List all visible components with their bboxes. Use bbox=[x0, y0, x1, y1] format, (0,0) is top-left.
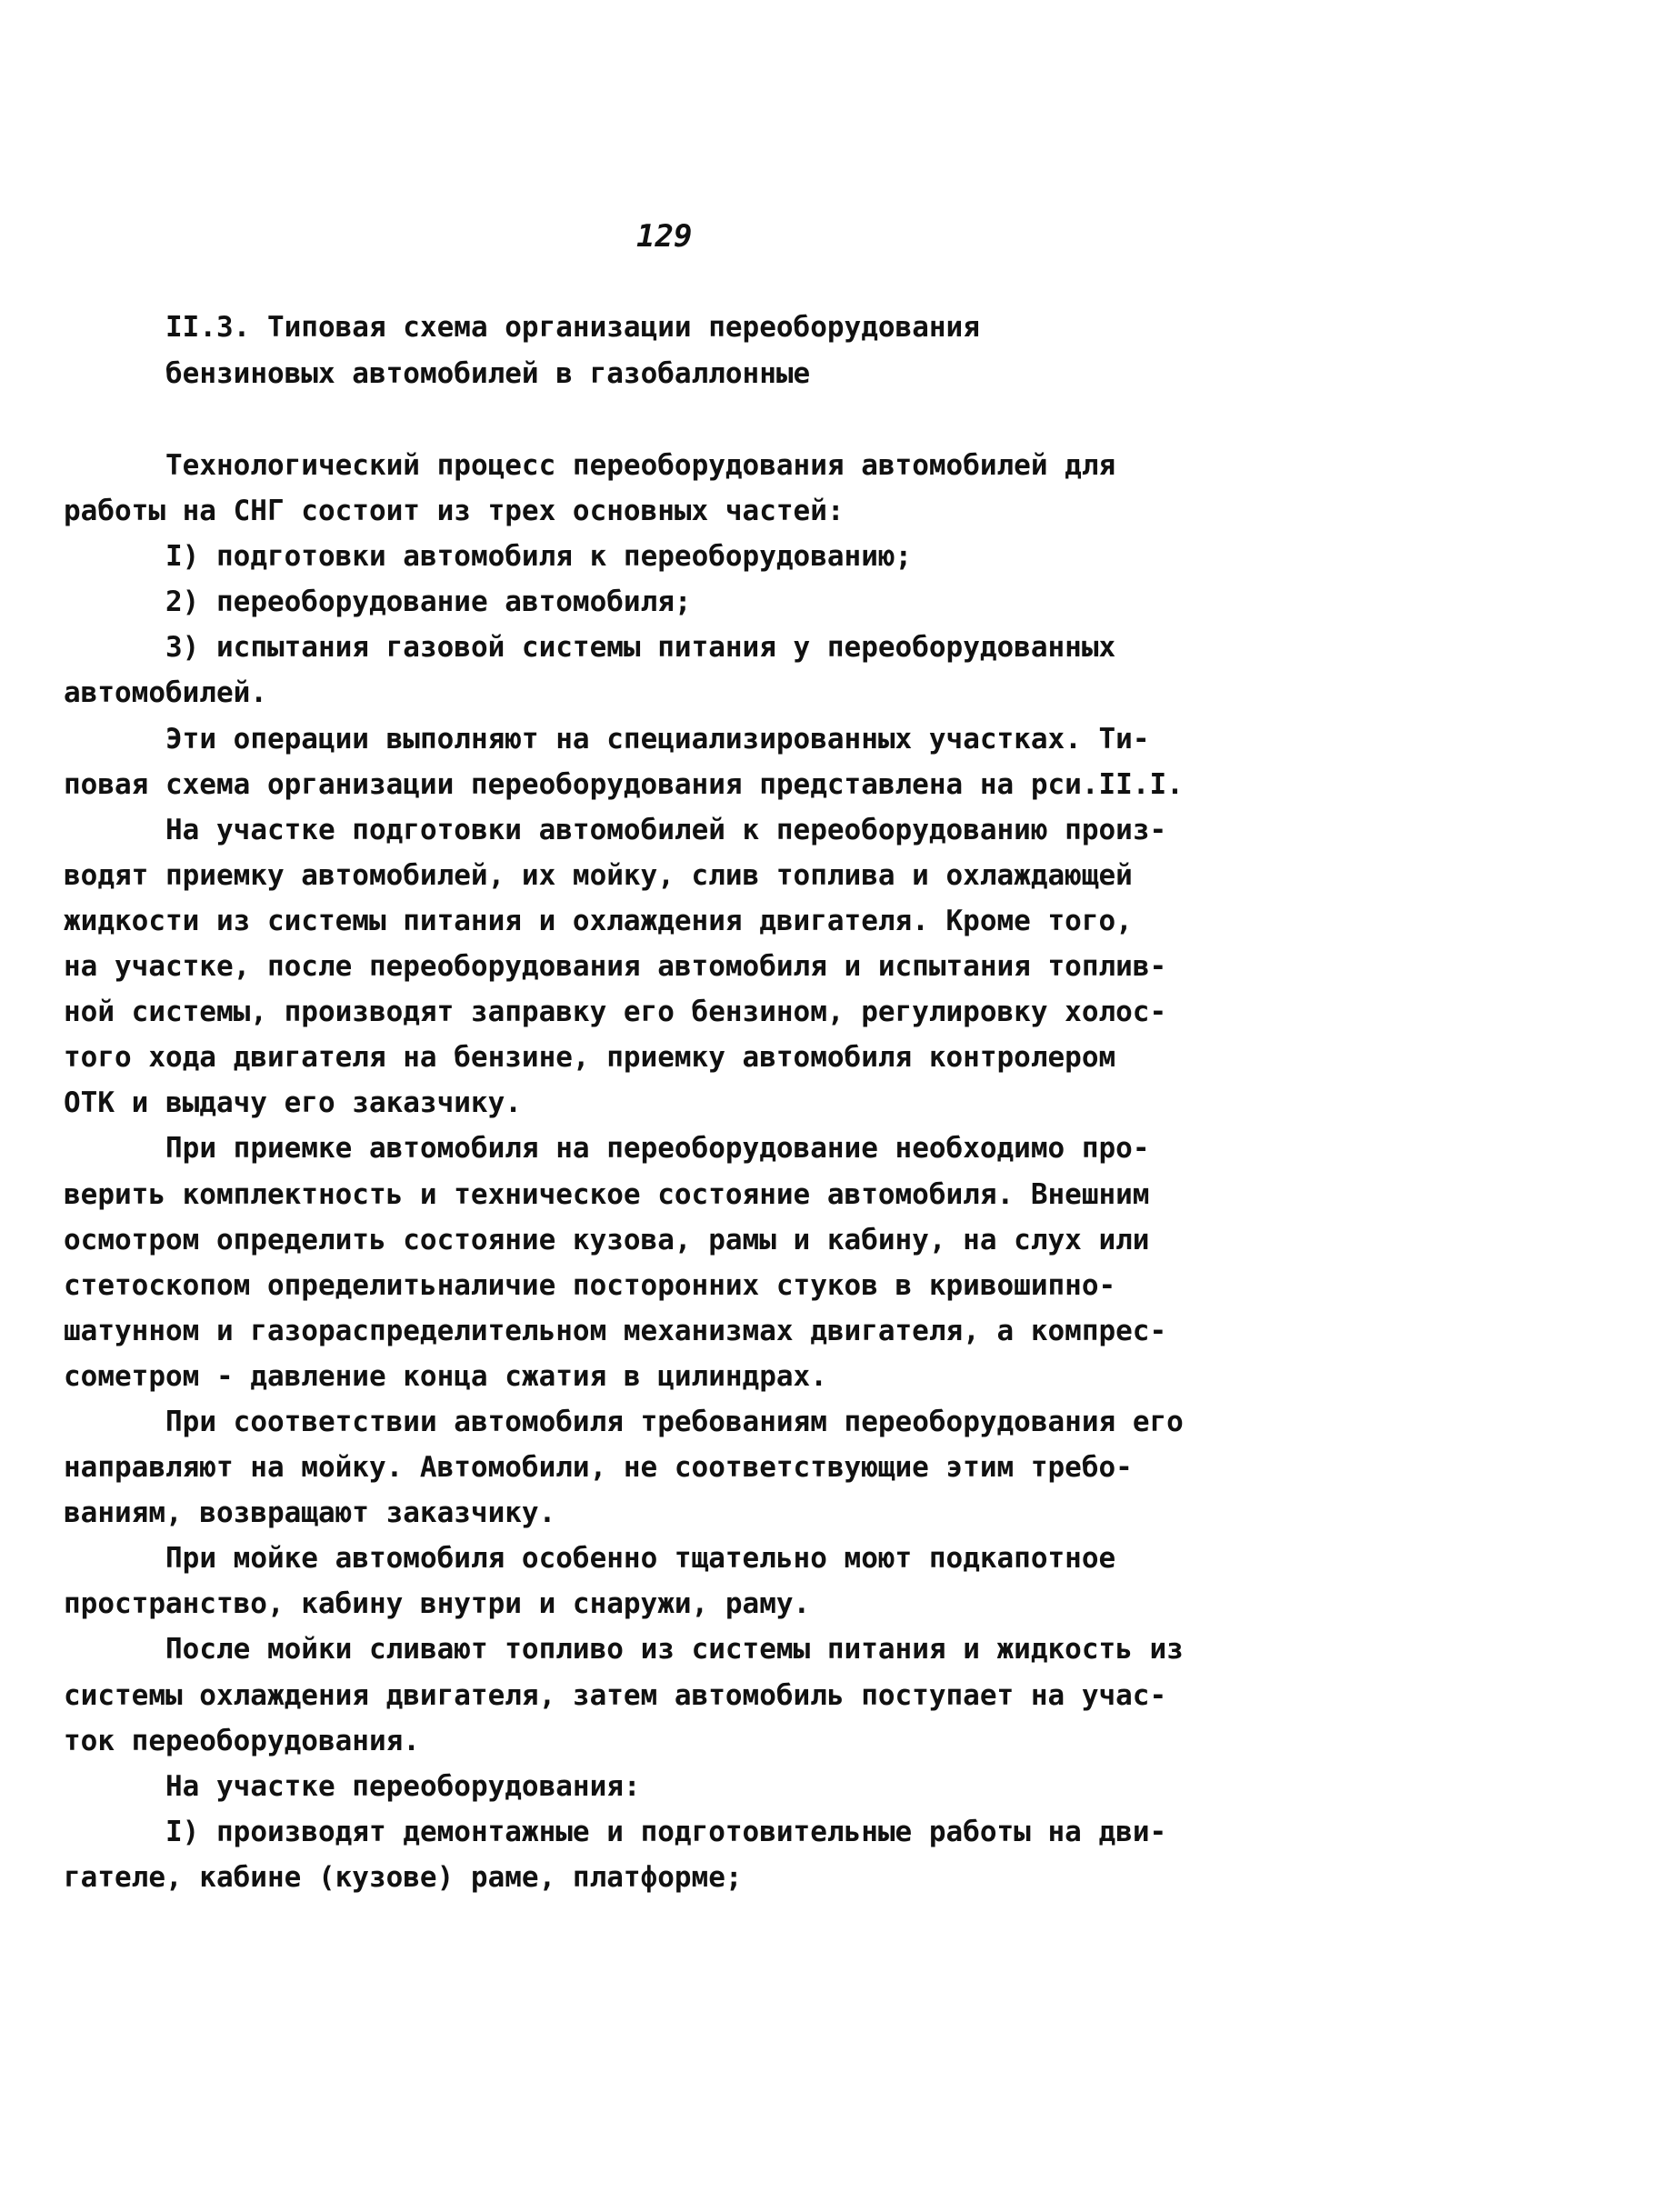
text-line: ваниям, возвращают заказчику. bbox=[64, 1496, 556, 1530]
list-item: 2) переоборудование автомобиля; bbox=[165, 586, 692, 619]
section-heading bbox=[165, 305, 1347, 397]
text-line: верить комплектность и техническое состояние автомобиля. Внешним bbox=[64, 1177, 1150, 1211]
list-item: I) подготовки автомобиля к переоборудованию; bbox=[165, 540, 913, 574]
text-line: системы охлаждения двигателя, затем автомобиль поступает на учас- bbox=[64, 1678, 1167, 1712]
text-line: ток переоборудования. bbox=[64, 1724, 420, 1757]
list-item: I) производят демонтажные и подготовительные работы на дви- bbox=[165, 1815, 1167, 1848]
text-line: Эти операции выполняют на специализированных участках. Ти- bbox=[165, 722, 1150, 756]
text-line: После мойки сливают топливо из системы питания и жидкость из bbox=[165, 1633, 1184, 1667]
text-line: На участке переоборудования: bbox=[165, 1769, 641, 1803]
text-line: гателе, кабине (кузове) раме, платформе; bbox=[64, 1860, 743, 1894]
text-line: жидкости из системы питания и охлаждения двигателя. Кроме того, bbox=[64, 904, 1133, 937]
text-line: стетоскопом определитьналичие посторонних стуков в кривошипно- bbox=[64, 1268, 1116, 1302]
body-text bbox=[64, 443, 1627, 1900]
heading-line: бензиновых автомобилей в газобаллонные bbox=[165, 357, 811, 390]
text-line: На участке подготовки автомобилей к переоборудованию произ- bbox=[165, 813, 1167, 846]
text-line: пространство, кабину внутри и снаружи, раму. bbox=[64, 1587, 811, 1621]
text-line: работы на СНГ состоит из трех основных частей: bbox=[64, 495, 845, 528]
text-line: на участке, после переоборудования автомобиля и испытания топлив- bbox=[64, 950, 1167, 984]
text-line: автомобилей. bbox=[64, 676, 267, 710]
page-number: 129 bbox=[636, 218, 693, 255]
text-line: шатунном и газораспределительном механизмах двигателя, а компрес- bbox=[64, 1314, 1167, 1347]
text-line: направляют на мойку. Автомобили, не соответствующие этим требо- bbox=[64, 1451, 1133, 1485]
text-line: ОТК и выдачу его заказчику. bbox=[64, 1086, 522, 1120]
text-line: При приемке автомобиля на переоборудование необходимо про- bbox=[165, 1132, 1150, 1166]
text-line: При соответствии автомобиля требованиям переоборудования его bbox=[165, 1405, 1184, 1438]
text-line: сометром - давление конца сжатия в цилиндрах. bbox=[64, 1359, 827, 1393]
text-line: повая схема организации переоборудования представлена на рси.II.I. bbox=[64, 767, 1184, 801]
list-item: 3) испытания газовой системы питания у переоборудованных bbox=[165, 631, 1116, 665]
heading-line: II.3. Типовая схема организации переоборудования bbox=[165, 311, 980, 344]
text-line: Технологический процесс переоборудования автомобилей для bbox=[165, 449, 1116, 482]
text-line: При мойке автомобиля особенно тщательно моют подкапотное bbox=[165, 1542, 1116, 1576]
text-line: водят приемку автомобилей, их мойку, слив топлива и охлаждающей bbox=[64, 858, 1133, 892]
text-line: того хода двигателя на бензине, приемку автомобиля контролером bbox=[64, 1041, 1116, 1075]
text-line: осмотром определить состояние кузова, рамы и кабину, на слух или bbox=[64, 1223, 1150, 1256]
text-line: ной системы, производят заправку его бензином, регулировку холос- bbox=[64, 996, 1167, 1029]
